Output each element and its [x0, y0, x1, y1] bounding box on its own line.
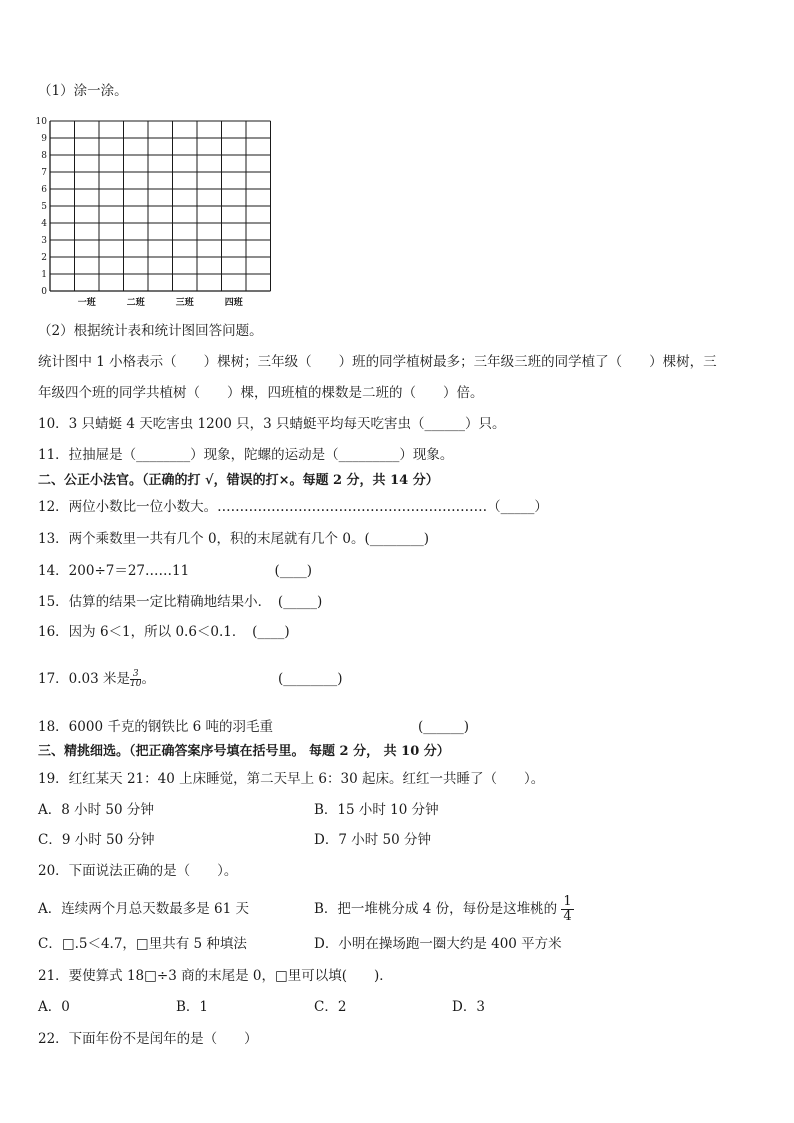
q18-blank: (______) — [418, 719, 470, 735]
q19-option-a: A．8 小时 50 分钟 — [38, 802, 154, 818]
q20-option-b — [314, 890, 574, 928]
question-19: 19．红红某天 21：40 上床睡觉，第二天早上 6：30 起床。红红一共睡了（ ）。 — [38, 771, 545, 787]
y-tick-label: 9 — [41, 134, 47, 144]
x-category-label: 四班 — [224, 298, 243, 308]
y-tick-label: 0 — [41, 287, 47, 297]
x-category-label: 一班 — [77, 298, 96, 308]
question-12: 12．两位小数比一位小数大。……………………………………………………（_____） — [38, 499, 548, 515]
y-tick-label: 1 — [41, 270, 47, 280]
y-tick-label: 10 — [36, 117, 47, 127]
q9-part1: （1）涂一涂。 — [38, 83, 128, 99]
y-tick-label: 3 — [41, 236, 47, 246]
y-tick-label: 4 — [41, 219, 47, 229]
question-21: 21．要使算式 18□÷3 商的末尾是 0，□里可以填( )． — [38, 968, 393, 984]
question-18: 18．6000 千克的钢铁比 6 吨的羽毛重 — [38, 719, 273, 735]
question-11: 11．拉抽屉是（________）现象，陀螺的运动是（_________）现象。 — [38, 447, 454, 463]
question-22: 22．下面年份不是闰年的是（ ） — [38, 1031, 258, 1047]
q17-blank: (________) — [278, 671, 343, 687]
blank-bar-grid — [36, 114, 276, 314]
question-16: 16．因为 6＜1，所以 0.6＜0.1． (____) — [38, 624, 290, 640]
q20-b-text: B．把一堆桃分成 4 份，每份是这堆桃的 — [314, 901, 558, 917]
q19-option-b: B．15 小时 10 分钟 — [314, 802, 439, 818]
y-tick-label: 7 — [41, 168, 47, 178]
q21-option-c: C．2 — [314, 999, 347, 1015]
x-category-label: 二班 — [126, 298, 145, 308]
question-20: 20．下面说法正确的是（ ）。 — [38, 863, 238, 879]
q20-option-a: A．连续两个月总天数最多是 61 天 — [38, 901, 250, 917]
q20-b-frac-den: 4 — [563, 909, 572, 924]
section-3-heading: 三、精挑细选。（把正确答案序号填在括号里。 每题 2 分， 共 10 分） — [38, 744, 450, 759]
q21-option-a: A．0 — [38, 999, 70, 1015]
q20-b-fraction — [561, 895, 573, 924]
q17-frac-num: 3 — [130, 670, 141, 680]
q20-b-frac-num: 1 — [563, 894, 572, 909]
question-10: 10．3 只蜻蜓 4 天吃害虫 1200 只，3 只蜻蜓平均每天吃害虫（______）只。 — [38, 416, 506, 432]
q20-option-d: D．小明在操场跑一圈大约是 400 平方米 — [314, 936, 562, 952]
question-13: 13．两个乘数里一共有几个 0，积的末尾就有几个 0。(________) — [38, 531, 429, 547]
question-15: 15．估算的结果一定比精确地结果小． (_____) — [38, 594, 323, 610]
q9-text-line1: 统计图中 1 小格表示（ ）棵树；三年级（ ）班的同学植树最多；三年级三班的同学植了（ ）棵树，三 — [38, 354, 717, 370]
q19-option-d: D．7 小时 50 分钟 — [314, 832, 431, 848]
q9-text-line2: 年级四个班的同学共植树（ ）棵，四班植的棵数是二班的（ ）倍。 — [38, 385, 484, 401]
q17-frac-den: 10 — [130, 679, 142, 689]
x-category-label: 三班 — [175, 298, 194, 308]
question-14: 14．200÷7＝27……11 (____) — [38, 563, 313, 579]
q17-suffix: 。 — [141, 671, 155, 687]
section-2-heading: 二、公正小法官。（正确的打 √，错误的打×。每题 2 分，共 14 分） — [38, 473, 439, 488]
q21-option-b: B．1 — [176, 999, 209, 1015]
q9-part2: （2）根据统计表和统计图回答问题。 — [38, 323, 263, 339]
y-tick-label: 5 — [41, 202, 47, 212]
question-17 — [38, 670, 155, 689]
q17-fraction — [130, 670, 141, 689]
q17-prefix: 17．0.03 米是 — [38, 671, 131, 687]
y-tick-label: 6 — [41, 185, 47, 195]
y-tick-label: 2 — [41, 253, 47, 263]
y-tick-label: 8 — [41, 151, 47, 161]
q19-option-c: C．9 小时 50 分钟 — [38, 832, 155, 848]
q20-option-c: C．□.5＜4.7，□里共有 5 种填法 — [38, 936, 247, 952]
q21-option-d: D．3 — [452, 999, 485, 1015]
